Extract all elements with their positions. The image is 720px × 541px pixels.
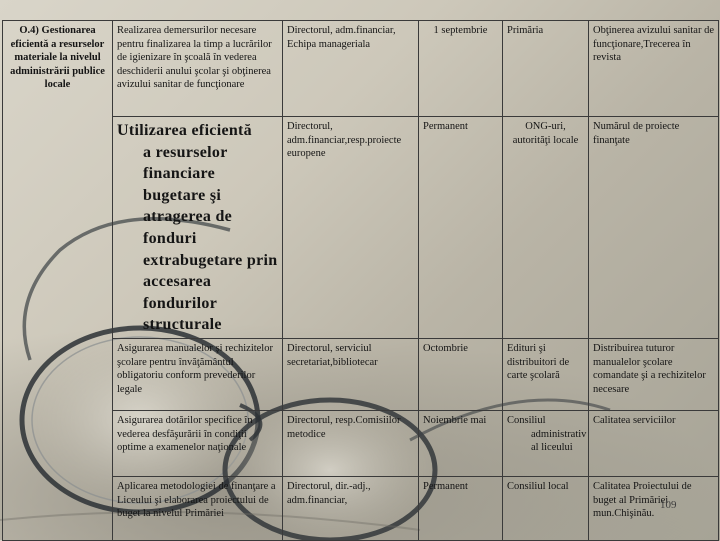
indicator-cell: Distribuirea tuturor manualelor şcolare comandate şi a rechizitelor necesare [589,339,719,411]
responsible-cell: Directorul, resp.Comisiilor metodice [283,411,419,477]
action-cell: Asigurarea manualelor şi rechizitelor şcolare pentru învăţământul obligatoriu conform prevederilor legale [113,339,283,411]
indicator-cell: Numărul de proiecte finanţate [589,117,719,339]
partners-cell: Edituri şi distribuitori de carte şcolară [503,339,589,411]
responsible-cell: Directorul, adm.financiar, Echipa manageriala [283,21,419,117]
responsible-cell: Directorul, adm.financiar,resp.proiecte europene [283,117,419,339]
partners-line: Consiliul [507,415,546,426]
action-plan-table [2,20,719,541]
term-cell: Permanent [419,117,503,339]
indicator-cell: Calitatea serviciilor [589,411,719,477]
responsible-cell: Directorul, serviciul secretariat,bibliotecar [283,339,419,411]
term-cell: Permanent [419,477,503,541]
partners-cell: Consiliul local [503,477,589,541]
action-cell: Aplicarea metodologiei de finanţare a Liceului şi elaborarea proiectului de buget la nivelul Primăriei [113,477,283,541]
action-heading: Utilizarea eficientă [117,122,252,139]
action-cell [113,117,283,339]
page-number: 109 [660,499,677,511]
action-cell: Realizarea demersurilor necesare pentru finalizarea la timp a lucrărilor de igienizare în şcoală în vederea deschiderii anului şcolar şi obţinerea avizului sanitar de funcţionare [113,21,283,117]
term-cell: 1 septembrie [419,21,503,117]
partners-cell: Primăria [503,21,589,117]
indicator-cell: Calitatea Proiectului de buget al Primăriei mun.Chişinău. [589,477,719,541]
partners-cell: ONG-uri, autorităţi locale [503,117,589,339]
partners-cell [503,411,589,477]
responsible-cell: Directorul, dir.-adj., adm.financiar, [283,477,419,541]
objective-cell: O.4) Gestionarea eficientă a resurselor materiale la nivelul administrării publice locale [3,21,113,541]
term-cell: Noiembrie mai [419,411,503,477]
table-row [3,21,719,117]
indicator-cell: Obţinerea avizului sanitar de funcţionare,Trecerea în revista [589,21,719,117]
term-cell: Octombrie [419,339,503,411]
action-cell: Asigurarea dotărilor specifice în vederea desfăşurării în condiţii optime a examenelor naţionale [113,411,283,477]
action-heading-continued: a resurselor financiare bugetare şi atragerea de fonduri extrabugetare prin accesarea fondurilor structurale [143,143,278,334]
partners-line-continued: administrativ al liceului [531,428,587,454]
